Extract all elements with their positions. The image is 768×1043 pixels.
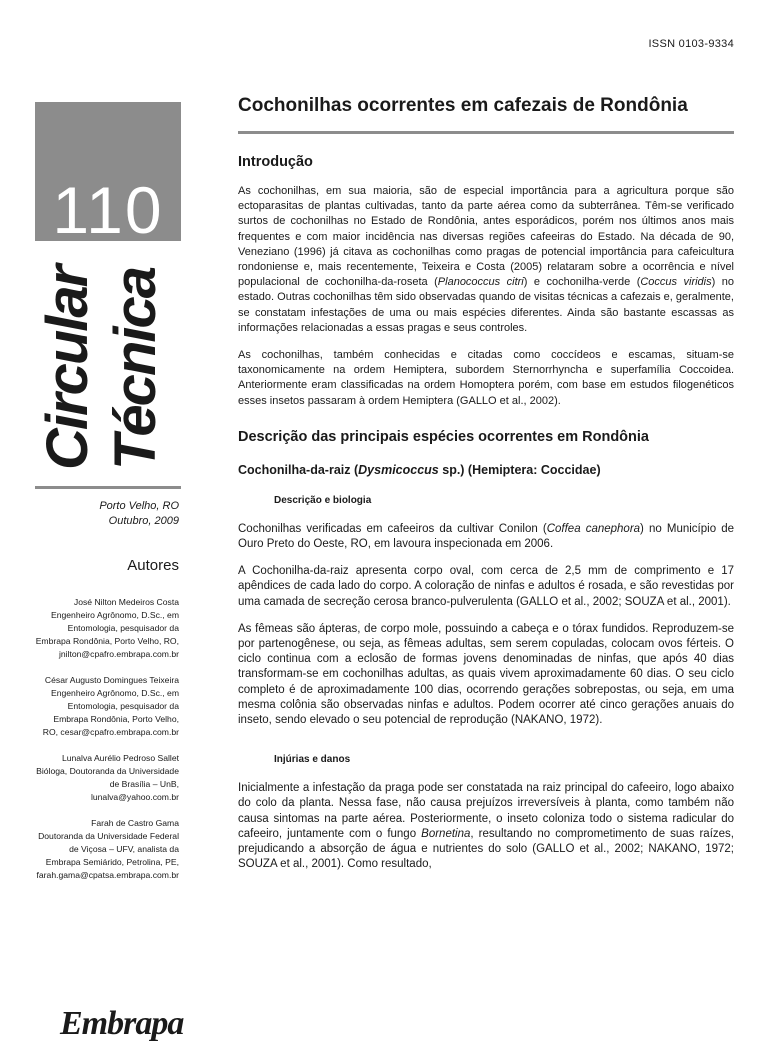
author-email: jnilton@cpafro.embrapa.com.br [58, 649, 179, 659]
species-name: Planococcus citri [437, 276, 524, 289]
author-line: Farah de Castro Gama [91, 818, 179, 828]
author-line: Bióloga, Doutoranda da Universidade [36, 766, 179, 776]
author-line: de Viçosa – UFV, analista da [69, 844, 179, 854]
author-email: lunalva@yahoo.com.br [90, 792, 179, 802]
author-line: Entomologia, pesquisador da [67, 623, 179, 633]
author-line: Lunalva Aurélio Pedroso Sallet [61, 753, 179, 763]
subheading-injuries-damage: Injúrias e danos [274, 754, 351, 766]
author-email: farah.gama@cpatsa.embrapa.com.br [36, 870, 179, 880]
species-name: Dysmicoccus [358, 462, 439, 477]
publication-place: Porto Velho, RO [99, 500, 179, 512]
author-line: César Augusto Domingues Teixeira [44, 675, 179, 685]
author-entry [0, 752, 179, 804]
author-line: Doutoranda da Universidade Federal [38, 831, 179, 841]
species-name: Coccus viridis [640, 276, 712, 289]
series-number: 110 [52, 173, 164, 247]
author-line: Embrapa Rondônia, Porto Velho, RO, [35, 636, 179, 646]
publication-date: Outubro, 2009 [108, 515, 179, 527]
sidebar-divider [35, 486, 181, 489]
series-title-line1: Circular [35, 266, 100, 470]
main-content [238, 92, 734, 885]
author-line: Engenheiro Agrônomo, D.Sc., em [50, 610, 179, 620]
authors-list [0, 596, 179, 895]
author-line: Embrapa Semiárido, Petrolina, PE, [45, 857, 179, 867]
issn-number: ISSN 0103-9334 [648, 38, 734, 50]
author-entry [0, 596, 179, 661]
author-entry [0, 674, 179, 739]
paragraph: As cochonilhas, também conhecidas e citadas como coccídeos e escamas, situam-se taxonomicamente na ordem Hemiptera, subordem Sternorrhyncha e superfamília Coccoidea. Anteriormente eram classificadas na ordem Homoptera porém, com base em estudos filogenéticos esses insetos passaram à ordem Hemiptera (GALLO et al., 2002). [238, 349, 734, 407]
author-entry [0, 817, 179, 882]
author-line: Embrapa Rondônia, Porto Velho, [53, 714, 179, 724]
paragraph: Cochonilhas verificadas em cafeeiros da cultivar Conilon (Coffea canephora) no Município de Ouro Preto do Oeste, RO, em lavoura inspecionada em 2006. [238, 522, 734, 551]
paragraph: As cochonilhas, em sua maioria, são de especial importância para a agricultura porque são ectoparasitas de plantas cultivadas, tanto da parte aérea como da subterrânea. Têm-se verificado surtos de cochonilhas no Estado de Rondônia, antes esporádicos, porém nos últimos anos mais frequentes e com maior incidência nas diversas regiões cafeeiras do Estado. Na década de 90, Veneziano (1996) já citava as cochonilhas como pragas de potencial importância para cafeicultura rondoniense e, mais recentemente, Teixeira e Costa (2005) relataram sobre a ocorrência e nível populacional de cochonilha-da-roseta (Planococcus citri) e cochonilha-verde (Coccus viridis) no estado. Outras cochonilhas têm sido observadas quando de visitas técnicas a cafezais e, geralmente, se constatam infestações de uma ou mais espécies diferentes. Ainda são bastante escassas as informações relacionadas a essas pragas e seus controles. [238, 185, 734, 334]
subsection-heading-root-mealybug: Cochonilha-da-raiz (Dysmicoccus sp.) (Hemiptera: Coccidae) [238, 462, 601, 477]
species-name: Bornetina [421, 827, 471, 840]
paragraph: As fêmeas são ápteras, de corpo mole, possuindo a cabeça e o tórax fundidos. Reproduzem-se por partenogênese, ou seja, as fêmeas adultas, sem serem copuladas, colocam ovos férteis. O ciclo continua com a eclosão de formas jovens denominadas de ninfas, que após 40 dias transformam-se em cochonilhas adultas, as quais vivem aproximadamente 60 dias. O seu ciclo completo é de aproximadamente 100 dias, ocorrendo gerações sobrepostas, ou seja, em uma mesma colônia são observadas ninfas e adultos. Podem ocorrer até cinco gerações anuais do inseto, sendo elevado o seu potencial de reprodução (NAKANO, 1972). [238, 622, 734, 727]
author-line: José Nilton Medeiros Costa [73, 597, 179, 607]
author-line: Entomologia, pesquisador da [67, 701, 179, 711]
author-line: Engenheiro Agrônomo, D.Sc., em [50, 688, 179, 698]
author-line: de Brasília – UnB, [109, 779, 179, 789]
authors-heading: Autores [127, 557, 179, 574]
subheading-description-biology: Descrição e biologia [274, 494, 372, 506]
document-title: Cochonilhas ocorrentes em cafezais de Rondônia [238, 95, 688, 116]
paragraph: A Cochonilha-da-raiz apresenta corpo oval, com cerca de 2,5 mm de comprimento e 17 apêndices de cada lado do corpo. A coloração de ninfas e adultos é rosada, e são revestidas por uma camada de secreção cerosa branco-pulverulenta (GALLO et al., 2002; SOUZA et al., 2001). [238, 565, 734, 608]
author-email: RO, cesar@cpafro.embrapa.com.br [42, 727, 179, 737]
title-divider [238, 131, 734, 134]
publication-place-date [99, 499, 179, 529]
species-name: Coffea canephora [546, 522, 641, 535]
section-heading-introduction: Introdução [238, 154, 313, 170]
paragraph: Inicialmente a infestação da praga pode ser constatada na raiz principal do cafeeiro, logo abaixo do colo da planta. Nessa fase, não causa prejuízos irreversíveis à planta, como também não causa sintomas na parte aérea. Posteriormente, o inseto coloniza todo o sistema radicular do cafeeiro, juntamente com o fungo Bornetina, resultando no comprometimento de suas raízes, prejudicando a absorção de água e nutrientes do solo (GALLO et al., 2002; NAKANO, 1972; SOUZA et al., 2001). Como resultado, [238, 782, 734, 871]
series-title [35, 248, 181, 476]
section-heading-species: Descrição das principais espécies ocorrentes em Rondônia [238, 428, 649, 445]
embrapa-logo: Embrapa [60, 1005, 184, 1042]
series-title-line2: Técnica [103, 268, 168, 470]
